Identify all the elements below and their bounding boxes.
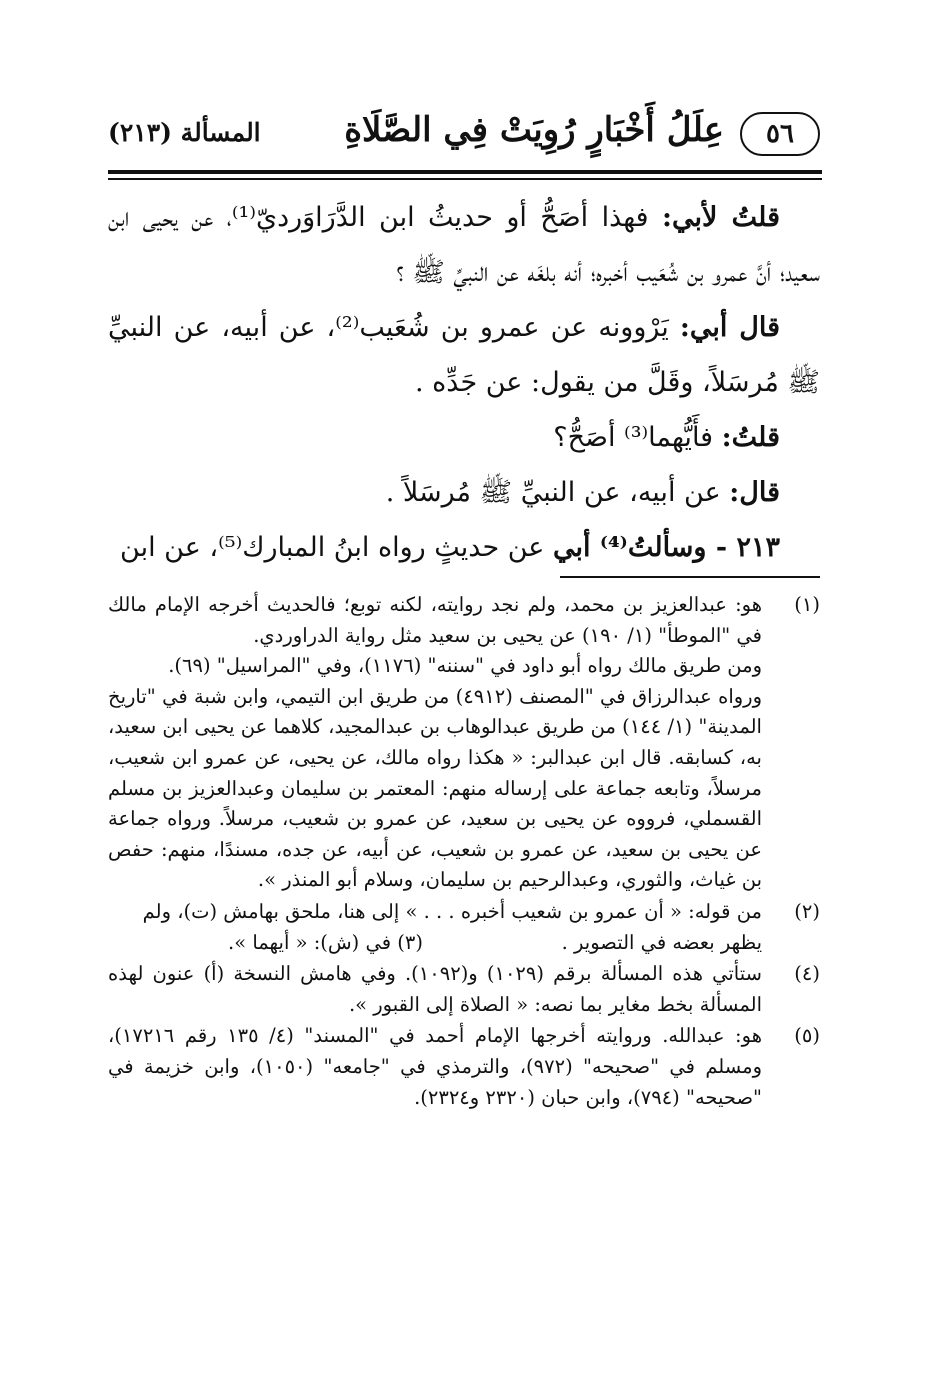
page-header: [108, 108, 820, 168]
footnote-2: [108, 897, 820, 958]
paragraph-5-text: عن حديثٍ رواه ابنُ المبارك⁽⁵⁾، عن ابن: [120, 532, 553, 563]
footnote-2-para-2: يظهر بعضه في التصوير .: [561, 930, 762, 954]
header-rule-thin: [108, 178, 822, 180]
footnote-separator: [108, 576, 820, 577]
paragraph-4: [108, 465, 820, 520]
paragraph-2-lead: قال أبي:: [679, 312, 781, 343]
paragraph-1: [108, 190, 820, 300]
book-title: عِلَلُ أَخْبَارٍ رُوِيَتْ فِي الصَّلَاةِ: [344, 110, 724, 150]
main-text: [108, 190, 820, 575]
footnote-5-para-1: هو: عبدالله. وروايته أخرجها الإمام أحمد في "المسند" (٤/ ١٣٥ رقم ١٧٢١٦)، ومسلم في "صحيحه" (٩٧٢)، والترمذي في "جامعه" (١٠٥٠)، وابن خزيمة في "صحيحه" (٧٩٤)، وابن حبان (٢٣٢٠ و٢٣٢٤).: [108, 1024, 763, 1109]
paragraph-2-text: يَرْوونه عن عمرو بن شُعَيب⁽²⁾، عن أبيه، عن النبيِّ ﷺ مُرسَلاً، وقَلَّ من يقول: عن جَدِّه .: [108, 312, 820, 398]
paragraph-5: [108, 520, 820, 575]
paragraph-3-lead: قلتُ:: [721, 422, 780, 453]
page-number: ٥٦: [740, 112, 820, 156]
issue-label: المسألة (٢١٣): [108, 118, 261, 147]
footnote-2-para-1: من قوله: « أن عمرو بن شعيب أخبره . . . » إلى هنا، ملحق بهامش (ت)، ولم: [142, 899, 762, 923]
footnote-number: (٢): [794, 899, 820, 923]
footnote-4: [108, 959, 820, 1020]
paragraph-1-text: فهذا أصَحُّ أو حديثُ ابن الدَّرَاوَرديّ⁽¹⁾، عن يحيى ابن سعيد؛ أنَّ عمرو بن شُعَيب أخبره؛ أنه بلغَه عن النبيِّ ﷺ ؟: [108, 202, 820, 288]
paragraph-4-text: عن أبيه، عن النبيِّ ﷺ مُرسَلاً .: [385, 477, 730, 508]
footnote-1-para-2: ومن طريق مالك رواه أبو داود في "سننه" (١١٧٦)، وفي "المراسيل" (٦٩).: [168, 654, 762, 678]
footnote-number: (٥): [794, 1024, 820, 1048]
footnote-number: (٤): [794, 962, 820, 986]
footnote-3: (٣) في (ش): « أيهما ».: [228, 930, 423, 954]
paragraph-3-text: فأَيُّهما⁽³⁾ أصَحُّ؟: [553, 422, 722, 453]
footnote-1-para-3: ورواه عبدالرزاق في "المصنف (٤٩١٢) من طريق ابن التيمي، وابن شبة في "تاريخ المدينة" (١/ ١٤٤) من طريق عبدالوهاب بن عبدالمجيد، كلاهما عن يحيى ابن سعيد، به، كسابقه. قال ابن عبدالبر: « هكذا رواه مالك، عن يحيى، عن عمرو ابن شعيب، مرسلاً، وتابعه جماعة على إرساله منهم: المعتمر بن سليمان وعبدالعزيز بن مسلم القسملي، فرووه عن يحيى بن سعيد، عن عمرو بن شعيب، مرسلاً. ورواه جماعة عن يحيى بن سعيد، عن عمرو بن شعيب، عن أبيه، عن جده، مسندًا، منهم: حفص بن غياث، والثوري، وعبدالرحيم بن سليمان، وسلام أبو المنذر ».: [108, 684, 762, 892]
paragraph-5-lead: ٢١٣ - وسألتُ⁽⁴⁾ أبي: [553, 532, 780, 563]
footnote-4-para-1: ستأتي هذه المسألة برقم (١٠٢٩) و(١٠٩٢). وفي هامش النسخة (أ) عنون لهذه المسألة بخط مغاير بما نصه: « الصلاة إلى القبور ».: [108, 962, 762, 1016]
paragraph-1-lead: قلتُ لأبي:: [662, 202, 780, 233]
footnote-number: (١): [794, 593, 820, 616]
footnotes: [108, 590, 820, 1114]
paragraph-4-lead: قال:: [729, 477, 780, 508]
footnote-1-para-1: هو: عبدالعزيز بن محمد، ولم نجد روايته، لكنه توبع؛ فالحديث أخرجه الإمام مالك في "الموطأ" (١/ ١٩٠) عن يحيى بن سعيد مثل رواية الدراوردي.: [108, 593, 762, 647]
footnote-5: [108, 1021, 820, 1113]
paragraph-2: [108, 300, 820, 410]
footnote-1: [108, 590, 820, 896]
paragraph-3: [108, 410, 820, 465]
header-rule-thick: [108, 170, 822, 174]
